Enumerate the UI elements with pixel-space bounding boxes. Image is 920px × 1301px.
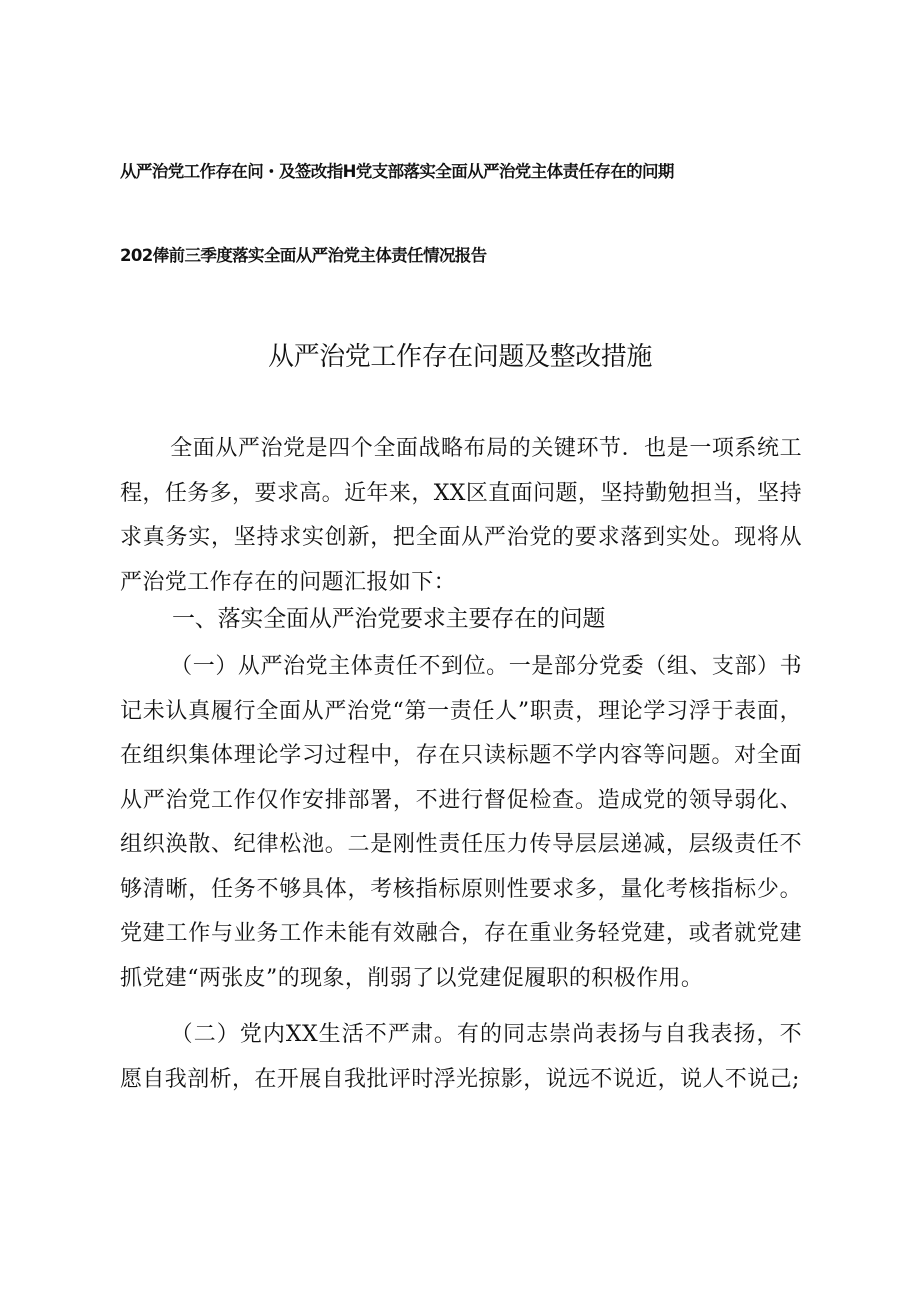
paragraph-2-text: （二）党内XX生活不严肃。有的同志崇尚表扬与自我表扬，不愿自我剖析，在开展自我批评时浮光掠影，说远不说近，说人不说己; bbox=[120, 1022, 802, 1092]
intro-paragraph bbox=[120, 427, 802, 605]
intro-text: 全面从严治党是四个全面战略布局的关键环节．也是一项系统工程，任务多，要求高。近年来，XX区直面问题，坚持勤勉担当，坚持求真务实，坚持求实创新，把全面从严治党的要求落到实处。现将从严治党工作存在的问题汇报如下： bbox=[120, 436, 802, 595]
header-line-2: 202俸前三季度落实全面从严治党主体责任情况报告 bbox=[120, 246, 487, 265]
header-line-1: 从严治党工作存在问・及签改指H党支部落实全面从严治党主体责任存在的问期 bbox=[120, 162, 674, 181]
paragraph-2 bbox=[120, 1013, 802, 1102]
paragraph-1-text: （一）从严治党主体责任不到位。一是部分党委（组、支部）书记未认真履行全面从严治党“第一责任人”职责，理论学习浮于表面，在组织集体理论学习过程中，存在只读标题不学内容等问题。对全面从严治党工作仅作安排部署，不进行督促检查。造成党的领导弱化、组织涣散、纪律松池。二是刚性责任压力传导层层递减，层级责任不够清晰，任务不够具体，考核指标原则性要求多，量化考核指标少。党建工作与业务工作未能有效融合，存在重业务轻党建，或者就党建抓党建“两张皮”的现象，削弱了以党建促履职的积极作用。 bbox=[120, 654, 802, 991]
document-title: 从严治党工作存在问题及整改措施 bbox=[267, 342, 652, 372]
section-heading-1: 一、落实全面从严治党要求主要存在的问题 bbox=[172, 606, 606, 632]
paragraph-1 bbox=[120, 645, 802, 1001]
